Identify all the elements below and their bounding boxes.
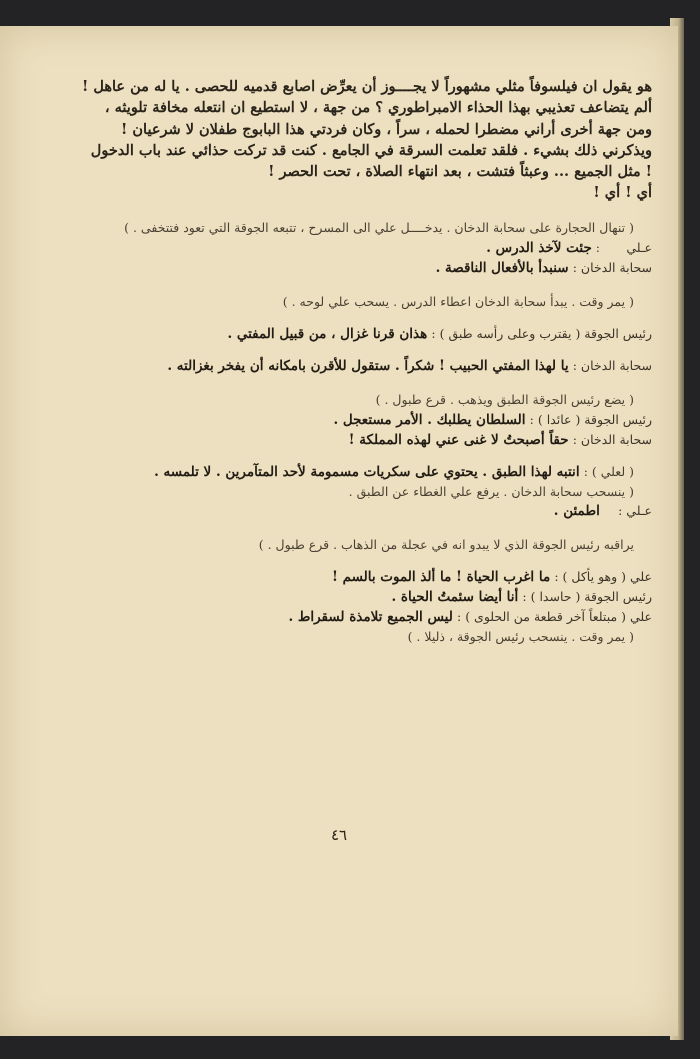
speaker-ali: علي ( وهو يأكل ) :: [554, 568, 652, 584]
speaker-ali: عـلي: [626, 239, 652, 255]
speaker-ali: علي ( مبتلعاً آخر قطعة من الحلوى ) :: [457, 608, 652, 624]
stage-direction-3: ( يضع رئيس الجوقة الطبق ويذهب . قرع طبول . ): [375, 391, 634, 407]
dialogue-ali-1: عـلي : جئت لآخذ الدرس .: [486, 239, 652, 256]
opening-speech: هو يقول ان فيلسوفاً مثلي مشهوراً لا يجــــوز أن يعرِّض اصابع قدميه للحصى . يا له من عاهل ! ألم يتضاعف تعذيبي بهذا الحذاء الامبراطوري ؟ من جهة ، لا استطيع ان انتعله مخافة تلويثه ، ومن جهة أخرى أراني مضطرا لحمله ، سراً ، وكان فردتي هذا البابوج طفلان لا شرعيان ! ويذكرني ذلك بشيء . فلقد تعلمت السرقة في الجامع . كنت قد تركت حذائي عند باب الدخول ! مثل الجميع ... وعبثاً فتشت ، بعد انتهاء الصلاة ، تحت الحصر !: [81, 78, 652, 181]
speech: ما اغرب الحياة ! ما ألذ الموت بالسم !: [331, 568, 551, 585]
speech: ليس الجميع تلامذة لسقراط .: [288, 608, 453, 625]
book-page: [0, 26, 678, 1036]
stage-direction-6: ( يمر وقت . ينسحب رئيس الجوقة ، ذليلا . ): [407, 628, 634, 644]
page-text: [40, 76, 680, 646]
speaker-smoke: سحابة الدخان :: [572, 357, 652, 373]
dialogue-chief-3: [80, 587, 652, 607]
speech: سنبدأ بالأفعال الناقصة .: [435, 259, 569, 276]
dialogue-smoke-2: [80, 356, 652, 376]
opening-cry: أي ! أي !: [593, 184, 652, 202]
text-column: [80, 76, 652, 646]
speech: حقاً أصبحتُ لا غنى عني لهذه المملكة !: [348, 431, 569, 448]
speaker-chief: رئيس الجوقة ( حاسدا ) :: [522, 588, 652, 604]
speaker-smoke: سحابة الدخان :: [572, 431, 652, 447]
dialogue-chief-2: [80, 410, 652, 430]
speech: أنا أيضا سئمتُ الحياة .: [391, 588, 519, 605]
dialogue-smoke-4: [80, 462, 652, 482]
dialogue-smoke-1: [80, 258, 652, 278]
speech: جئت لآخذ الدرس .: [486, 239, 592, 256]
speech: هذان قرنا غزال ، من قبيل المفتي .: [227, 325, 428, 342]
dialogue-ali-2: [80, 501, 652, 521]
speaker-chief: رئيس الجوقة ( عائدا ) :: [529, 411, 652, 427]
stage-direction-4: ( ينسحب سحابة الدخان . يرفع علي الغطاء عن الطبق .: [348, 483, 634, 499]
stage-direction-2: ( يمر وقت . يبدأ سحابة الدخان اعطاء الدرس . يسحب علي لوحه . ): [282, 293, 634, 309]
aside-note: ( لعلي ) :: [583, 463, 634, 479]
speech: يا لهذا المفتي الحبيب ! شكراً . ستقول للأقرن بامكانه أن يفخر بغزالته .: [167, 357, 569, 374]
dialogue-chief-1: [80, 324, 652, 344]
speech: اطمئن .: [553, 502, 600, 519]
speaker-smoke: سحابة الدخان :: [572, 259, 652, 275]
speaker-ali: عـلي :: [618, 502, 652, 518]
dialogue-ali-4: [80, 607, 652, 627]
stage-direction-5: يراقبه رئيس الجوقة الذي لا يبدو انه في عجلة من الذهاب . قرع طبول . ): [258, 536, 634, 552]
speech: انتبه لهذا الطبق . يحتوي على سكريات مسمومة لأحد المتآمرين . لا تلمسه .: [154, 463, 580, 480]
speaker-chief: رئيس الجوقة ( يقترب وعلى رأسه طبق ) :: [431, 325, 652, 341]
page-number: ٤٦: [330, 826, 348, 844]
dialogue-smoke-3: [80, 430, 652, 450]
speech: السلطان يطلبك . الأمر مستعجل .: [333, 411, 526, 428]
dialogue-ali-3: [80, 567, 652, 587]
stage-direction-1: ( تنهال الحجارة على سحابة الدخان . يدخــــل علي الى المسرح ، تتبعه الجوقة التي تعود فتتخفى . ): [124, 219, 634, 235]
